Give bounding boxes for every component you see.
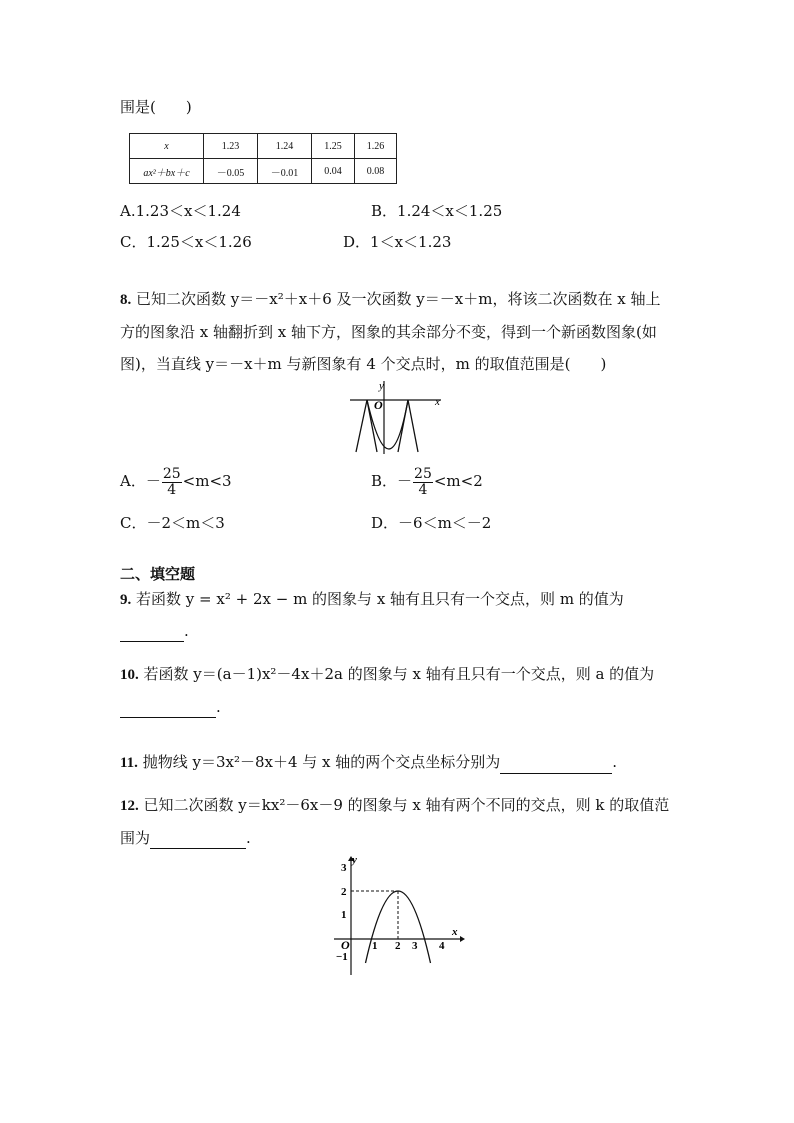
table-cell: 0.08 [355,159,397,184]
q12-number: 12. [120,798,139,814]
y-tick-2: 2 [341,886,347,898]
option-b-label: B．－ [371,472,413,490]
q8-line-2: 方的图象沿 x 轴翻折到 x 轴下方，图象的其余部分不变，得到一个新函数图象(如 [120,323,657,341]
q8-option-b [371,464,483,498]
q10-answer [120,696,221,718]
origin-label: O [374,398,383,412]
option-a-rest: <m<3 [182,472,232,490]
q8-number: 8. [120,292,132,308]
denominator: 4 [418,481,428,498]
answer-blank[interactable] [120,625,184,642]
right-branch [398,400,418,452]
table-header-x: x [130,134,204,159]
q9-number: 9. [120,592,132,608]
table-header-expr: ax²＋bx＋c [130,159,204,184]
y-label: y [352,854,357,866]
q7-option-c: C．1.25＜x＜1.26 [120,233,252,251]
q8-text-1: 已知二次函数 y＝－x²＋x＋6 及一次函数 y＝－x＋m，将该二次函数在 x 轴上 [136,290,661,308]
q8-option-a [120,464,232,498]
q8-line-1 [120,288,660,311]
y-label: y [379,380,384,392]
q12-line-2 [120,827,251,849]
q8-figure [345,378,445,458]
q7-option-b: B．1.24＜x＜1.25 [371,202,503,220]
table-cell: 1.24 [258,134,312,159]
x-tick-2: 2 [395,940,401,952]
q7-option-d: D．1＜x＜1.23 [343,233,452,251]
q9-answer [120,620,189,642]
fraction [413,467,433,498]
answer-blank[interactable] [500,757,612,774]
fraction [162,467,182,498]
q7-option-a: A.1.23＜x＜1.24 [120,202,241,220]
value-table [129,133,397,184]
option-b-rest: <m<2 [433,472,483,490]
table-cell: 1.25 [312,134,355,159]
q8-option-c: C．－2＜m＜3 [120,514,225,532]
q11-number: 11. [120,755,138,771]
y-tick-3: 3 [341,862,347,874]
q9-line-1 [120,588,624,611]
x-tick-3: 3 [412,940,418,952]
q10-text: 若函数 y＝(a－1)x²－4x＋2a 的图象与 x 轴有且只有一个交点，则 a 的值为 [143,665,655,683]
q12-text-2: 围为 [120,829,151,847]
origin-label: O [341,938,350,952]
option-a-label: A．－ [120,472,161,490]
q8-option-d: D．－6＜m＜－2 [371,514,492,532]
numerator: 25 [162,465,181,482]
period: . [612,753,618,771]
table-cell: 1.26 [355,134,397,159]
parabola-figure [330,853,465,978]
q7-stem-continuation: 围是( ) [120,98,192,116]
q10-number: 10. [120,667,139,683]
x-tick-4: 4 [439,940,445,952]
q12-line-1 [120,794,669,817]
table-cell: －0.05 [204,159,258,184]
q11-text: 抛物线 y＝3x²－8x＋4 与 x 轴的两个交点坐标分别为 [142,753,501,771]
period: . [246,829,251,847]
table-cell: 0.04 [312,159,355,184]
numerator: 25 [414,465,432,482]
y-tick-1: 1 [341,909,347,921]
period: . [184,622,189,640]
y-tick-neg1: −1 [336,951,348,963]
answer-blank[interactable] [120,701,216,718]
period: . [216,698,221,716]
x-axis-arrow [460,936,465,942]
denominator: 4 [167,481,177,498]
table-cell: 1.23 [204,134,258,159]
q9-text: 若函数 y = x² + 2x − m 的图象与 x 轴有且只有一个交点，则 m 的值为 [136,590,624,608]
x-tick-1: 1 [372,940,378,952]
table-cell: －0.01 [258,159,312,184]
q10-line-1 [120,663,654,686]
q8-line-3: 图)，当直线 y＝－x＋m 与新图象有 4 个交点时，m 的取值范围是( ) [120,355,607,373]
q12-text: 已知二次函数 y＝kx²－6x－9 的图象与 x 轴有两个不同的交点，则 k 的取值范 [143,796,670,814]
q11-line [120,751,617,774]
section-title: 二、填空题 [120,565,196,583]
x-label: x [452,926,458,938]
x-label: x [435,396,440,408]
answer-blank[interactable] [150,832,246,849]
